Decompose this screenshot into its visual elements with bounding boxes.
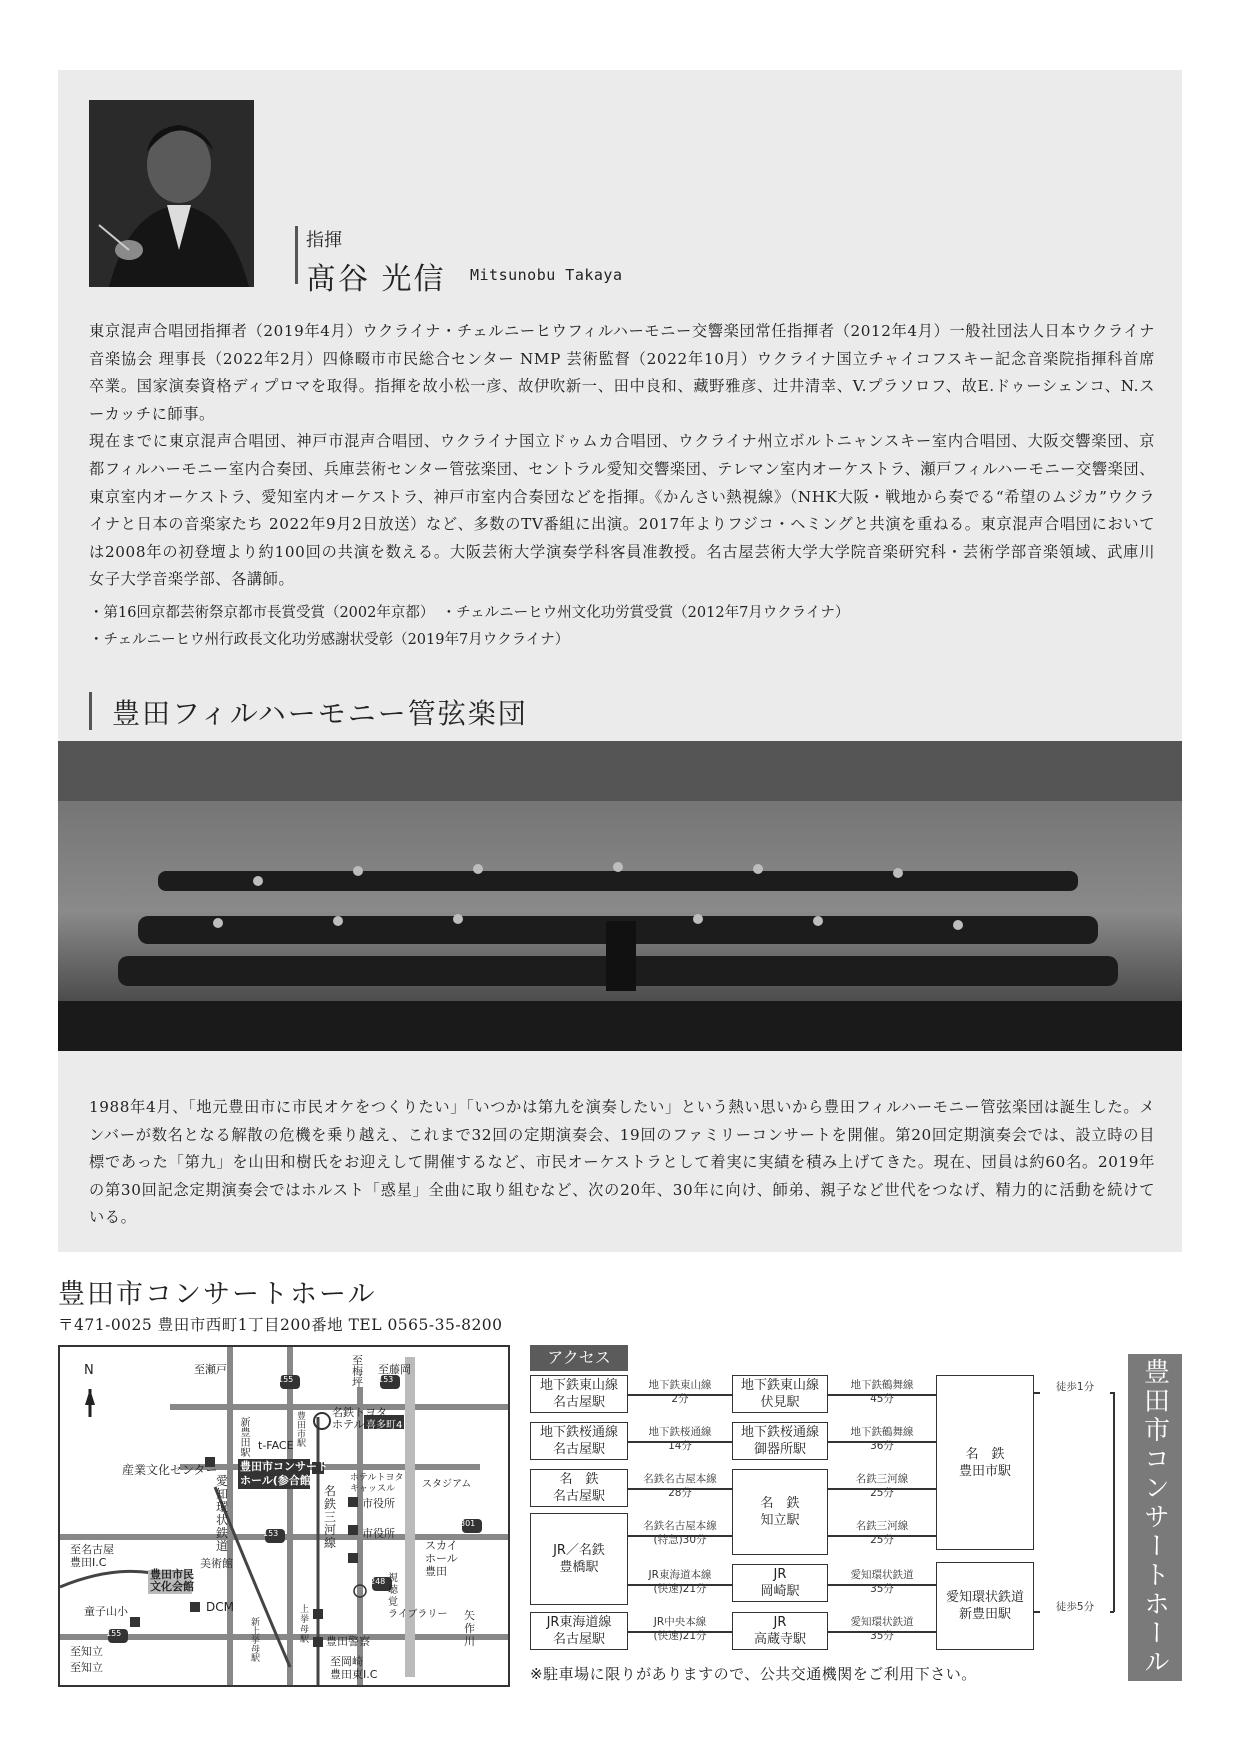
station-shintoyota: 愛知環状鉄道 新豊田駅 bbox=[936, 1562, 1034, 1650]
hall-address: 〒471-0025 豊田市西町1丁目200番地 TEL 0565-35-8200 bbox=[58, 1316, 503, 1334]
conductor-heading-bar bbox=[295, 226, 298, 284]
map-label-museum: 美術館 bbox=[200, 1557, 233, 1570]
route-8: 地下鉄鶴舞線 36分 bbox=[850, 1426, 914, 1452]
map-route-153a: 153 bbox=[378, 1375, 394, 1384]
conductor-romaji: Mitsunobu Takaya bbox=[470, 266, 623, 284]
station-meitetsu-nagoya: 名 鉄 名古屋駅 bbox=[530, 1469, 628, 1507]
map-label-library: 視 聴 覚 ライブラリー bbox=[388, 1573, 448, 1620]
map-label-city-office-1: 市役所 bbox=[362, 1497, 395, 1510]
access-map bbox=[58, 1345, 510, 1687]
conductor-awards bbox=[89, 600, 849, 654]
station-meitetsu-toyotashi: 名 鉄 豊田市駅 bbox=[936, 1375, 1034, 1550]
route-4: 名鉄名古屋本線 (特急)30分 bbox=[643, 1520, 717, 1546]
station-chiryu: 名 鉄 知立駅 bbox=[732, 1469, 828, 1555]
walk-5: 徒歩5分 bbox=[1040, 1600, 1110, 1614]
map-label-meitetsu-mikawa: 名 鉄 三 河 線 bbox=[324, 1484, 337, 1550]
orchestra-heading-bar bbox=[89, 692, 92, 730]
map-route-153b: 153 bbox=[263, 1529, 279, 1538]
route-5: JR東海道本線 (快速)21分 bbox=[648, 1569, 712, 1595]
station-jr-tokaido-nagoya: JR東海道線 名古屋駅 bbox=[530, 1612, 628, 1650]
route-7: 地下鉄鶴舞線 45分 bbox=[850, 1379, 914, 1405]
map-label-nagoya: 至名古屋 豊田I.C bbox=[70, 1543, 114, 1569]
walk-1: 徒歩1分 bbox=[1040, 1380, 1110, 1394]
map-route-155a: 155 bbox=[278, 1375, 294, 1384]
map-label-tface: t-FACE bbox=[258, 1439, 294, 1452]
map-label-city-office-2: 市役所 bbox=[362, 1527, 395, 1540]
map-label-dcm: DCM bbox=[206, 1600, 234, 1614]
parking-note: ※駐車場に限りがありますので、公共交通機関をご利用下さい。 bbox=[530, 1665, 977, 1683]
map-label-stadium: スタジアム bbox=[422, 1479, 472, 1490]
station-toyohashi: JR／名鉄 豊橋駅 bbox=[530, 1513, 628, 1605]
bio-paragraph: 東京混声合唱団指揮者（2019年4月）ウクライナ・チェルニーヒウフィルハーモニー交響楽団常任指揮者（2012年4月）一般社団法人日本ウクライナ音楽協会 理事長（2022年2月）四條畷市市民総合センター NMP 芸術監督（2022年10月）ウクライナ国立チャイコフスキー記念音楽院指揮科首席卒業。国家演奏資格ディプロマを取得。指揮を故小松一彦、故伊吹新一、田中良和、藏野雅彦、辻井清幸、V.プラソロフ、故E.ドゥーシェンコ、N.スーカッチに師事。 bbox=[89, 322, 1155, 423]
access-tag: アクセス bbox=[530, 1345, 628, 1371]
station-sakuradori-nagoya: 地下鉄桜通線 名古屋駅 bbox=[530, 1422, 628, 1460]
award-line: ・チェルニーヒウ州行政長文化功労感謝状受彰（2019年7月ウクライナ） bbox=[89, 632, 570, 648]
map-label-seto: 至瀬戸 bbox=[194, 1363, 227, 1376]
route-1: 地下鉄東山線 2分 bbox=[648, 1379, 712, 1405]
conductor-role: 指揮 bbox=[306, 230, 342, 251]
orchestra-description: 1988年4月、「地元豊田市に市民オケをつくりたい」「いつかは第九を演奏したい」という熱い思いから豊田フィルハーモニー管弦楽団は誕生した。メンバーが数名となる解散の危機を乗り越え、これまで32回の定期演奏会、19回のファミリーコンサートを開催。第20回定期演奏会では、設立時の目標であった「第九」を山田和樹氏をお迎えして開催するなど、市民オーケストラとして着実に実績を積み上げてきた。現在、団員は約60名。2019年の第30回記念定期演奏会ではホルスト「惑星」全曲に取り組むなど、次の20年、30年に向け、師弟、親子など世代をつなげ、精力的に活動を続けている。 bbox=[89, 1098, 1155, 1227]
map-label-cultural-hall: 豊田市民 文化会館 bbox=[150, 1568, 194, 1593]
map-label-shintoyota: 新豊田駅 bbox=[238, 1417, 249, 1457]
map-label-uwagoromo: 上 挙 母 駅 bbox=[300, 1605, 310, 1645]
orchestra-title: 豊田フィルハーモニー管弦楽団 bbox=[112, 697, 528, 730]
map-north: N bbox=[84, 1363, 94, 1378]
map-route-155b: 155 bbox=[106, 1629, 122, 1638]
map-label-dojiyama: 童子山小 bbox=[84, 1605, 128, 1618]
map-label-aichi-loop: 愛 知 環 状 鉄 道 bbox=[216, 1474, 229, 1553]
map-route-301: 301 bbox=[460, 1519, 476, 1528]
conductor-bio bbox=[89, 318, 1155, 594]
award-line: ・第16回京都芸術祭京都市長賞受賞（2002年京都） ・チェルニーヒウ州文化功労賞受賞（2012年7月ウクライナ） bbox=[89, 605, 850, 621]
map-label-shin-uwagoromo: 新上挙母駅 bbox=[249, 1617, 259, 1662]
route-9: 名鉄三河線 25分 bbox=[855, 1473, 909, 1499]
map-label-kitamachi: 喜多町4 bbox=[366, 1420, 403, 1431]
map-label-chiryu-2: 至知立 bbox=[70, 1661, 103, 1674]
route-11: 愛知環状鉄道 35分 bbox=[850, 1569, 914, 1595]
map-label-okazaki: 至岡崎 豊田東I.C bbox=[330, 1655, 378, 1681]
map-label-hotel-castle: ホテルトヨタ キャッスル bbox=[350, 1473, 404, 1494]
station-fushimi: 地下鉄東山線 伏見駅 bbox=[732, 1375, 828, 1413]
map-label-yahagi: 矢 作 川 bbox=[464, 1609, 475, 1648]
hall-title: 豊田市コンサートホール bbox=[58, 1279, 377, 1310]
conductor-photo bbox=[89, 100, 254, 287]
map-label-umetsubo: 至 梅 坪 bbox=[352, 1354, 363, 1389]
map-label-police: 豊田警察 bbox=[326, 1635, 370, 1648]
bio-paragraph: 現在までに東京混声合唱団、神戸市混声合唱団、ウクライナ国立ドゥムカ合唱団、ウクライナ州立ボルトニャンスキー室内合唱団、大阪交響楽団、京都フィルハーモニー室内合奏団、兵庫芸術センター管弦楽団、セントラル愛知交響楽団、テレマン室内オーケストラ、瀬戸フィルハーモニー交響楽団、東京室内オーケストラ、愛知室内オーケストラ、神戸市室内合奏団などを指揮。《かんさい熱視線》（NHK大阪・戦地から奏でる“希望のムジカ”ウクライナと日本の音楽家たち 2022年9月2日放送）など、多数のTV番組に出演。2017年よりフジコ・ヘミングと共演を重ねる。東京混声合唱団においては2008年の初登壇より約100回の共演を数える。大阪芸術大学演奏学科客員准教授。名古屋芸術大学大学院音楽研究科・芸術学部音楽領域、武庫川女子大学音楽学部、各講師。 bbox=[89, 432, 1155, 589]
map-label-toyotashi-station: 豊田市駅 bbox=[295, 1411, 305, 1447]
station-gokiso: 地下鉄桜通線 御器所駅 bbox=[732, 1422, 828, 1460]
map-route-248: 248 bbox=[370, 1577, 386, 1586]
conductor-name: 髙谷 光信 bbox=[306, 262, 446, 297]
connector bbox=[1113, 1392, 1115, 1612]
map-label-chiryu-1: 至知立 bbox=[70, 1645, 103, 1658]
route-12: 愛知環状鉄道 35分 bbox=[850, 1616, 914, 1642]
hall-side-label: 豊田市コンサートホール bbox=[1128, 1354, 1182, 1681]
route-10: 名鉄三河線 25分 bbox=[855, 1520, 909, 1546]
map-label-fujioka: 至藤岡 bbox=[378, 1363, 411, 1376]
route-6: JR中央本線 (快速)21分 bbox=[653, 1616, 707, 1642]
route-2: 地下鉄桜通線 14分 bbox=[648, 1426, 712, 1452]
map-label-concert-hall: 豊田市コンサート ホール(参合館) bbox=[240, 1460, 328, 1487]
station-higashiyama-nagoya: 地下鉄東山線 名古屋駅 bbox=[530, 1375, 628, 1413]
map-label-sangyo: 産業文化センター bbox=[122, 1463, 218, 1477]
station-okazaki: JR 岡崎駅 bbox=[732, 1564, 828, 1602]
route-3: 名鉄名古屋本線 28分 bbox=[643, 1473, 717, 1499]
orchestra-photo bbox=[58, 741, 1182, 1051]
map-label-sky-hall: スカイ ホール 豊田 bbox=[425, 1539, 458, 1578]
map-label-meitetsu-hotel: 名鉄トヨタ ホテル bbox=[332, 1406, 387, 1431]
station-takakuraji: JR 高蔵寺駅 bbox=[732, 1612, 828, 1650]
